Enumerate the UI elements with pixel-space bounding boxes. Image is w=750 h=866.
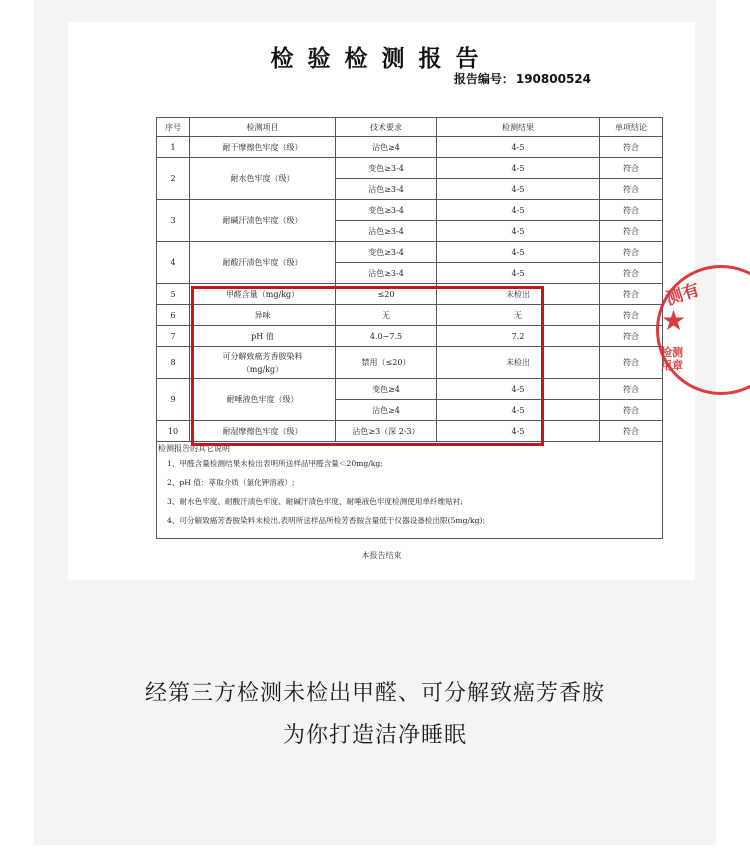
result: 4-5	[437, 263, 600, 284]
test-item: 异味	[190, 305, 336, 326]
row-number: 8	[157, 347, 190, 379]
result: 4-5	[437, 242, 600, 263]
seal-bottom-text	[661, 346, 683, 372]
header-cell: 检测结果	[437, 118, 600, 137]
row-number: 7	[157, 326, 190, 347]
result: 4-5	[437, 200, 600, 221]
test-item: 耐酸汗渍色牢度（级）	[190, 242, 336, 284]
report-title: 检验检测报告	[270, 46, 493, 72]
result: 无	[437, 305, 600, 326]
table-row	[157, 137, 663, 158]
notes-row	[157, 442, 663, 539]
requirement: 无	[336, 305, 437, 326]
test-item: 耐碱汗渍色牢度（级）	[190, 200, 336, 242]
test-item-line2: （mg/kg）	[241, 364, 284, 374]
test-item-line1: 可分解致癌芳香胺染料	[222, 351, 303, 361]
row-number: 3	[157, 200, 190, 242]
requirement: 沾色≥3（深 2-3）	[336, 421, 437, 442]
verdict: 符合	[600, 347, 663, 379]
row-number: 4	[157, 242, 190, 284]
result: 7.2	[437, 326, 600, 347]
verdict: 符合	[600, 284, 663, 305]
table-header-row	[157, 118, 663, 137]
test-item: 耐干摩擦色牢度（级）	[190, 137, 336, 158]
row-number: 10	[157, 421, 190, 442]
test-item: 耐湿摩擦色牢度（级）	[190, 421, 336, 442]
result: 4-5	[437, 158, 600, 179]
requirement: 变色≥3-4	[336, 158, 437, 179]
report-number-value: 190800524	[515, 72, 591, 86]
verdict: 符合	[600, 242, 663, 263]
notes-title: 检测报告的其它说明	[158, 444, 230, 453]
requirement: 沾色≥3-4	[336, 263, 437, 284]
verdict: 符合	[600, 179, 663, 200]
table-row	[157, 158, 663, 179]
requirement: 4.0~7.5	[336, 326, 437, 347]
verdict: 符合	[600, 400, 663, 421]
report-number-label: 报告编号：	[453, 72, 514, 86]
header-cell: 检测项目	[190, 118, 336, 137]
result: 未检出	[437, 347, 600, 379]
row-number: 2	[157, 158, 190, 200]
requirement: 沾色≥3-4	[336, 221, 437, 242]
result: 未检出	[437, 284, 600, 305]
verdict: 符合	[600, 200, 663, 221]
test-item: 甲醛含量（mg/kg）	[190, 284, 336, 305]
row-number: 1	[157, 137, 190, 158]
result: 4-5	[437, 421, 600, 442]
seal-bottom-line1: 检测	[661, 346, 683, 359]
note-item: 2、pH 值：萃取介质（氯化钾溶液）;	[167, 478, 295, 487]
verdict: 符合	[600, 158, 663, 179]
header-cell: 序号	[157, 118, 190, 137]
requirement: 沾色≥3-4	[336, 179, 437, 200]
requirement: ≤20	[336, 284, 437, 305]
header-cell: 技术要求	[336, 118, 437, 137]
row-number: 6	[157, 305, 190, 326]
result: 4-5	[437, 379, 600, 400]
seal-star-icon: ★	[661, 304, 687, 337]
requirement: 沾色≥4	[336, 400, 437, 421]
highlight-box	[191, 286, 544, 446]
caption-line-1: 经第三方检测未检出甲醛、可分解致癌芳香胺	[144, 681, 605, 706]
requirement: 沾色≥4	[336, 137, 437, 158]
result: 4-5	[437, 179, 600, 200]
verdict: 符合	[600, 421, 663, 442]
report-end-text: 本报告结束	[361, 551, 402, 560]
test-item: 耐水色牢度（级）	[190, 158, 336, 200]
verdict: 符合	[600, 137, 663, 158]
report-number	[452, 70, 591, 87]
verdict: 符合	[600, 305, 663, 326]
test-item: 耐唾液色牢度（级）	[190, 379, 336, 421]
verdict: 符合	[600, 263, 663, 284]
note-item: 3、耐水色牢度、耐酸汗渍色牢度、耐碱汗渍色牢度、耐唾液色牢度检测使用单纤维贴衬;	[167, 497, 463, 506]
requirement: 禁用（≤20）	[336, 347, 437, 379]
header-cell: 单项结论	[600, 118, 663, 137]
verdict: 符合	[600, 326, 663, 347]
test-item: pH 值	[190, 326, 336, 347]
requirement: 变色≥3-4	[336, 242, 437, 263]
requirement: 变色≥4	[336, 379, 437, 400]
caption-line-2: 为你打造洁净睡眠	[282, 723, 467, 748]
note-item: 1、甲醛含量检测结果未检出表明所送样品甲醛含量＜20mg/kg;	[167, 459, 383, 468]
seal-top-text: 测有	[663, 280, 703, 310]
note-item: 4、可分解致癌芳香胺染料未检出,表明所送样品所检芳香胺含量低于仪器设备检出限(5mg/kg);	[167, 516, 486, 525]
notes-cell	[157, 442, 663, 539]
verdict: 符合	[600, 379, 663, 400]
result: 4-5	[437, 137, 600, 158]
verdict: 符合	[600, 221, 663, 242]
seal-bottom-line2: 用章	[661, 359, 683, 372]
result: 4-5	[437, 400, 600, 421]
requirement: 变色≥3-4	[336, 200, 437, 221]
result: 4-5	[437, 221, 600, 242]
table-row	[157, 242, 663, 263]
row-number: 5	[157, 284, 190, 305]
row-number: 9	[157, 379, 190, 421]
table-row	[157, 200, 663, 221]
